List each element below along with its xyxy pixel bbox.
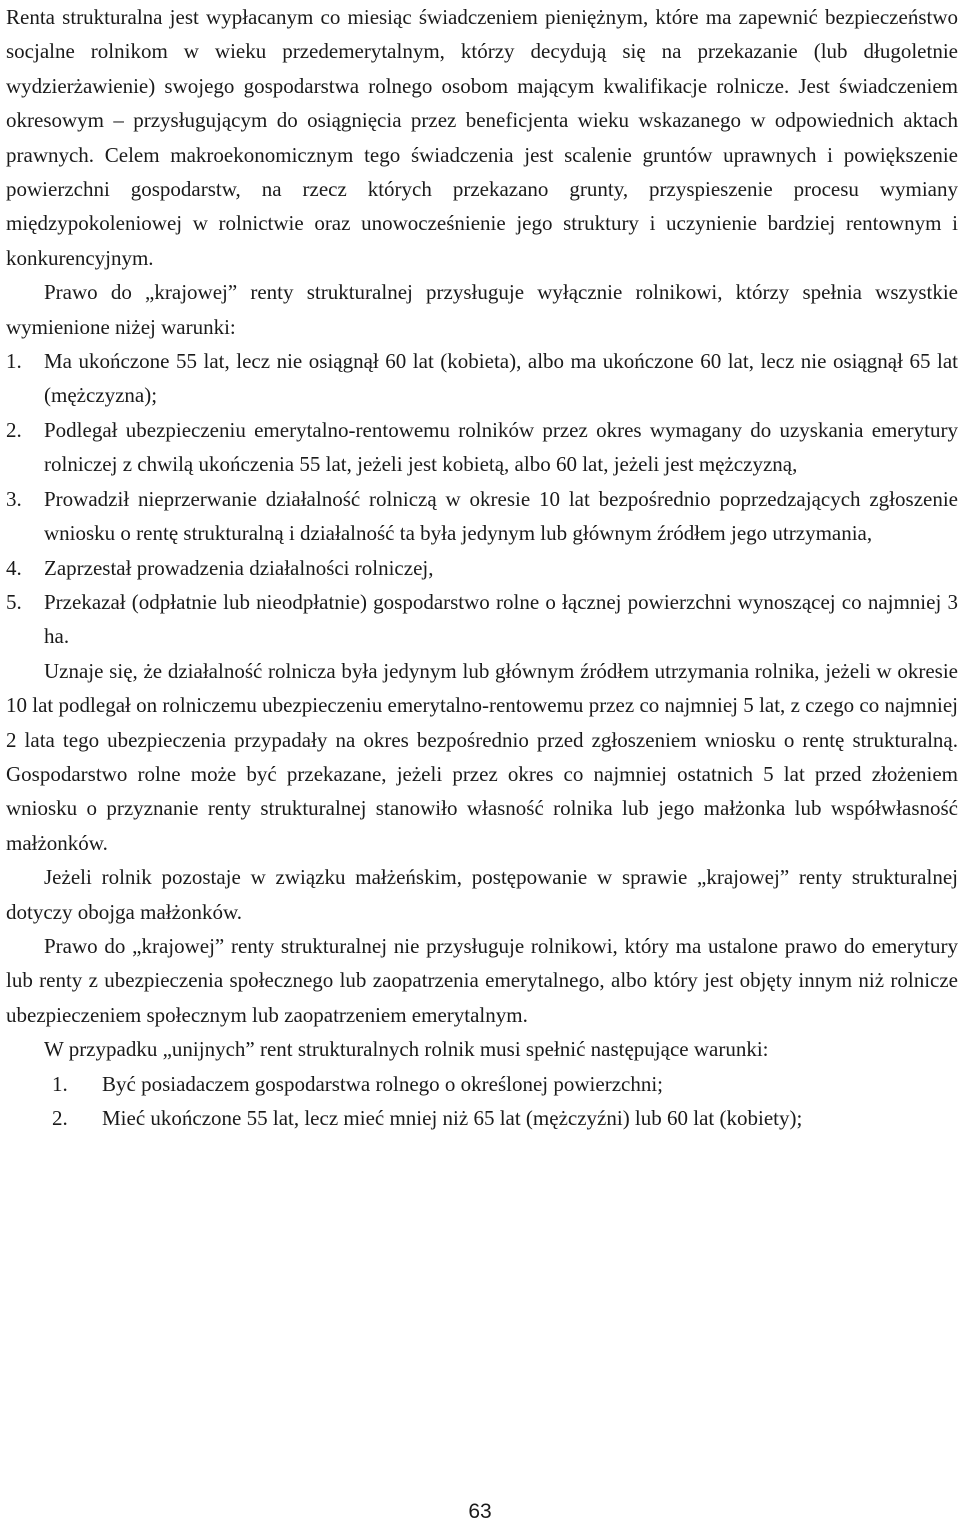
paragraph-definition: Renta strukturalna jest wypłacanym co miesiąc świadczeniem pieniężnym, które ma zapewnić bezpieczeństwo socjalne rolnikom w wieku przedemerytalnym, którzy decydują się na przekazanie (lub długoletnie wydzierżawienie) swojego gospodarstwa rolnego osobom mającym kwalifikacje rolnicze. Jest świadczeniem okresowym – przysługującym do osiągnięcia przez beneficjenta wieku wskazanego w odpowiednich aktach prawnych. Celem makroekonomicznym tego świadczenia jest scalenie gruntów uprawnych i powiększenie powierzchni gospodarstw, na rzecz których przekazano grunty, przyspieszenie procesu wymiany międzypokoleniowej w rolnictwie oraz unowocześnienie jego struktury i uczynienie bardziej rentownym i konkurencyjnym. <box>6 5 958 270</box>
list-item-text: Mieć ukończone 55 lat, lecz mieć mniej niż 65 lat (mężczyźni) lub 60 lat (kobiety); <box>102 1106 803 1130</box>
list-item-text: Być posiadaczem gospodarstwa rolnego o określonej powierzchni; <box>102 1071 664 1096</box>
list-item <box>6 1101 958 1135</box>
list-item <box>6 482 958 551</box>
list-item <box>6 585 958 654</box>
list-item-text: Ma ukończone 55 lat, lecz nie osiągnął 60 lat (kobieta), albo ma ukończone 60 lat, lecz nie osiągnął 65 lat (mężczyzna); <box>44 349 958 408</box>
list-item-text: Zaprzestał prowadzenia działalności rolniczej, <box>44 555 434 580</box>
list-item-text: Podlegał ubezpieczeniu emerytalno-rentowemu rolników przez okres wymagany do uzyskania emerytury rolniczej z chwilą ukończenia 55 lat, jeżeli jest kobietą, albo 60 lat, jeżeli jest mężczyzną, <box>44 417 958 477</box>
list-item-number: 5. <box>6 589 22 614</box>
paragraph-income-source: Uznaje się, że działalność rolnicza była jedynym lub głównym źródłem utrzymania rolnika, jeżeli w okresie 10 lat podlegał on rolniczemu ubezpieczeniu emerytalno-rentowemu przez co najmniej 5 lat, z czego co najmniej 2 lata tego ubezpieczenia przypadały na okres bezpośrednio przed zgłoszeniem wniosku o rentę strukturalną. Gospodarstwo rolne może być przekazane, jeżeli przez okres co najmniej ostatnich 5 lat przed złożeniem wniosku o przyznanie renty strukturalnej stanowiło własność rolnika lub jego małżonka lub współwłasność małżonków. <box>6 658 958 855</box>
conditions-national-list <box>6 344 958 654</box>
conditions-eu-list <box>6 1067 958 1136</box>
paragraph-exclusions: Prawo do „krajowej” renty strukturalnej nie przysługuje rolnikowi, który ma ustalone prawo do emerytury lub renty z ubezpieczenia społecznego lub zaopatrzenia emerytalnego, albo który jest objęty innym niż rolnicze ubezpieczeniem społecznym lub zaopatrzeniem emerytalnym. <box>6 933 958 1027</box>
list-item-number: 4. <box>6 555 22 580</box>
document-page <box>6 0 958 1135</box>
list-item-number: 1. <box>6 349 22 374</box>
list-item-number: 1. <box>52 1071 68 1096</box>
list-item <box>6 413 958 482</box>
list-item <box>6 344 958 413</box>
list-item-text: Przekazał (odpłatnie lub nieodpłatnie) gospodarstwo rolne o łącznej powierzchni wynoszącej co najmniej 3 ha. <box>44 589 958 649</box>
list-item-number: 3. <box>6 486 22 511</box>
list-item-number: 2. <box>52 1106 68 1130</box>
list-item-number: 2. <box>6 417 22 442</box>
paragraph-eu-conditions: W przypadku „unijnych” rent strukturalnych rolnik musi spełnić następujące warunki: <box>44 1037 769 1062</box>
list-item <box>6 551 958 585</box>
paragraph-married: Jeżeli rolnik pozostaje w związku małżeńskim, postępowanie w sprawie „krajowej” renty strukturalnej dotyczy obojga małżonków. <box>6 865 958 924</box>
list-item <box>6 1067 958 1101</box>
page-number: 63 <box>468 1500 492 1523</box>
list-item-text: Prowadził nieprzerwanie działalność rolniczą w okresie 10 lat bezpośrednio poprzedzających zgłoszenie wniosku o rentę strukturalną i działalność ta była jedynym lub głównym źródłem jego utrzymania, <box>44 486 958 546</box>
paragraph-national-right: Prawo do „krajowej” renty strukturalnej przysługuje wyłącznie rolnikowi, którzy spełnia wszystkie wymienione niżej warunki: <box>6 280 958 339</box>
